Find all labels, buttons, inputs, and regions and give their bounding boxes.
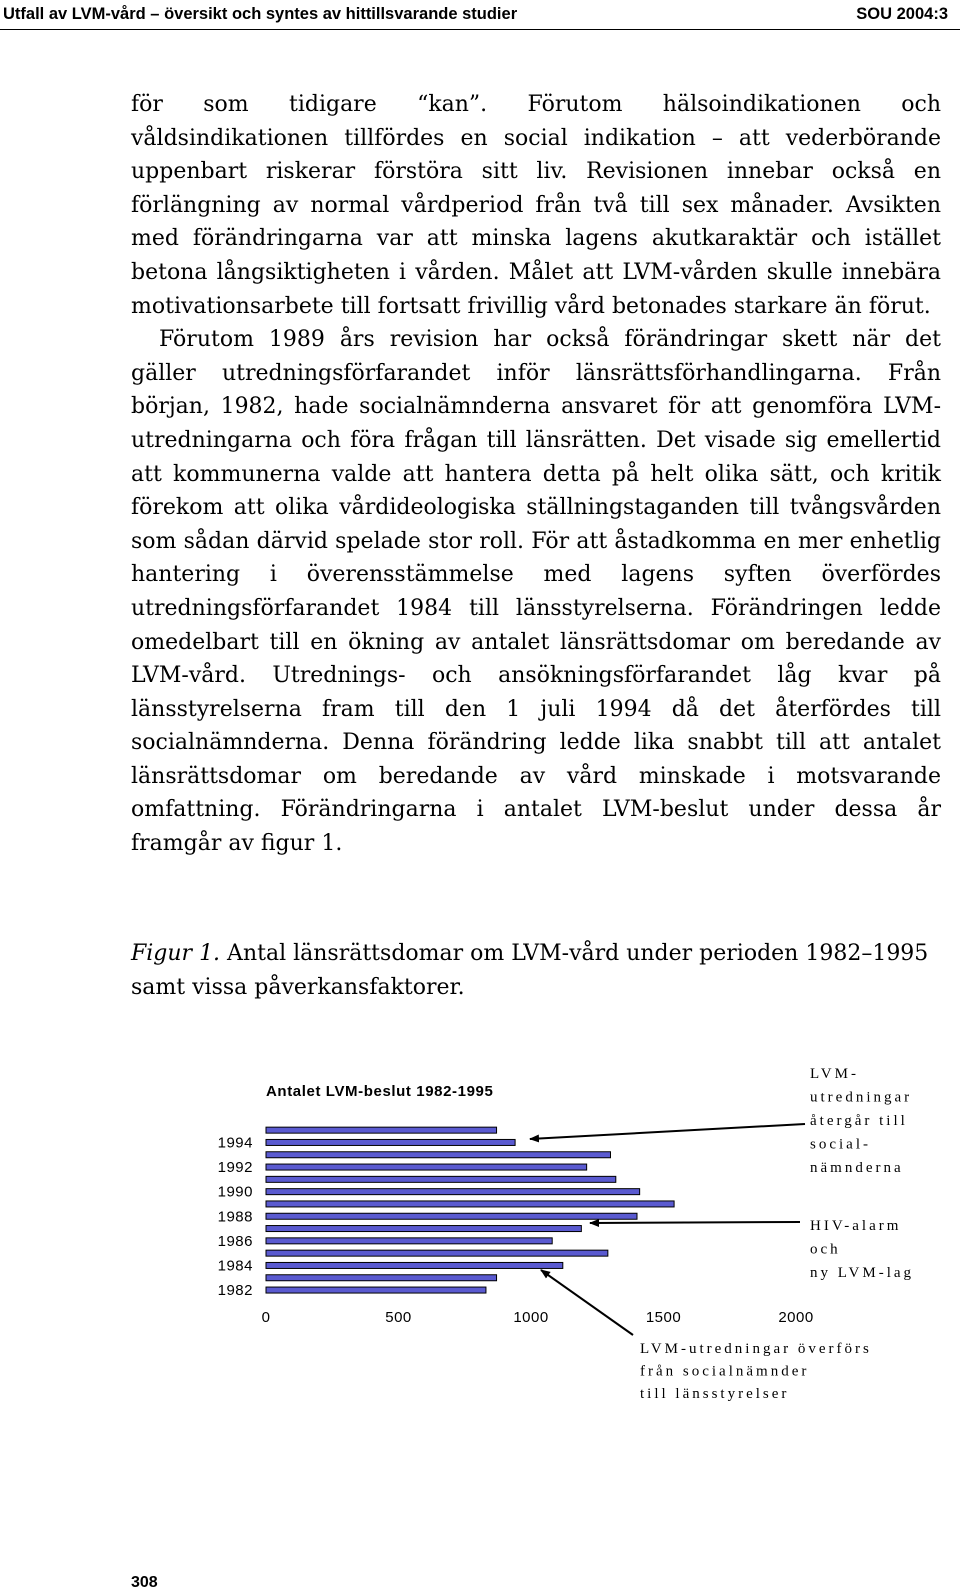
x-tick-label: 0 (261, 1309, 271, 1326)
bar-1987 (266, 1226, 581, 1232)
y-tick-label: 1984 (217, 1257, 253, 1275)
x-tick-label: 500 (385, 1309, 412, 1326)
bar-1989 (266, 1201, 674, 1207)
y-tick-label: 1990 (217, 1183, 253, 1201)
bar-1988 (266, 1213, 637, 1219)
bar-1991 (266, 1176, 616, 1182)
y-tick-label: 1992 (217, 1159, 253, 1177)
figure-caption-text: Antal länsrättsdomar om LVM-vård under perioden 1982–1995 samt vissa påverkansfaktorer. (131, 941, 929, 1000)
y-tick-label: 1988 (217, 1208, 253, 1226)
figure-label: Figur 1. (131, 941, 221, 966)
bar-1990 (266, 1189, 640, 1195)
x-tick-label: 1000 (513, 1309, 549, 1326)
bar-1983 (266, 1275, 497, 1281)
bar-1993 (266, 1152, 611, 1158)
bar-1994 (266, 1139, 515, 1145)
annotation-arrow (530, 1124, 805, 1139)
annotation-text: HIV-alarm och ny LVM-lag (810, 1218, 915, 1281)
annotation-text: LVM-utredningar återgår till social-nämnderna (810, 1066, 913, 1176)
annotation-arrow (541, 1270, 633, 1335)
x-tick-label: 2000 (778, 1309, 814, 1326)
header-series: SOU 2004:3 (856, 5, 948, 23)
bar-1986 (266, 1238, 552, 1244)
bar-1985 (266, 1250, 608, 1256)
x-tick-label: 1500 (645, 1309, 682, 1326)
annotation-text: LVM-utredningar överförs från socialnämnder till länsstyrelser (640, 1341, 872, 1402)
bar-1992 (266, 1164, 587, 1170)
y-tick-label: 1994 (217, 1134, 253, 1152)
y-tick-label: 1982 (217, 1282, 253, 1300)
page-number: 308 (131, 1574, 158, 1591)
paragraph-1: för som tidigare “kan”. Förutom hälsoindikationen och våldsindikationen tillfördes en social indikation – att vederbörande uppenbart riskerar förstöra sitt liv. Revisionen innebar också en förlängning av normal vårdperiod från två till sex månader. Avsikten med förändringarna var att minska lagens akutkaraktär och istället betona långsiktigheten i vården. Målet att LVM-vården skulle innebära motivationsarbete till fortsatt frivillig vård betonades starkare än förut. (131, 92, 941, 319)
y-tick-label: 1986 (217, 1232, 253, 1250)
bar-1995 (266, 1127, 497, 1133)
chart-title: Antalet LVM-beslut 1982-1995 (266, 1083, 494, 1100)
header-title: Utfall av LVM-vård – översikt och syntes av hittillsvarande studier (3, 5, 518, 23)
bar-1982 (266, 1287, 486, 1293)
bar-1984 (266, 1262, 563, 1268)
annotation-arrow (590, 1222, 800, 1223)
paragraph-2: Förutom 1989 års revision har också förändringar skett när det gäller utredningsförfarandet inför länsrättsförhandlingarna. Från början, 1982, hade socialnämnderna ansvaret för att genomföra LVM-utredningarna och föra frågan till länsrätten. Det visade sig emellertid att kommunerna valde att hantera detta på helt olika sätt, och kritik förekom att olika vårdideologiska ställningstaganden till tvångsvården som sådan därvid spelade stor roll. För att åstadkomma en mer enhetlig hantering i överensstämmelse med lagens syften överfördes utredningsförfarandet 1984 till länsstyrelserna. Förändringen ledde omedelbart till en ökning av antalet länsrättsdomar om beredande av LVM-vård. Utrednings- och ansökningsförfarandet låg kvar på länsstyrelserna fram till den 1 juli 1994 då det återfördes till socialnämnderna. Denna förändring ledde lika snabbt till att antalet länsrättsdomar om beredande av vård minskade i motsvarande omfattning. Förändringarna i antalet LVM-beslut under dessa år framgår av figur 1. (131, 327, 941, 857)
